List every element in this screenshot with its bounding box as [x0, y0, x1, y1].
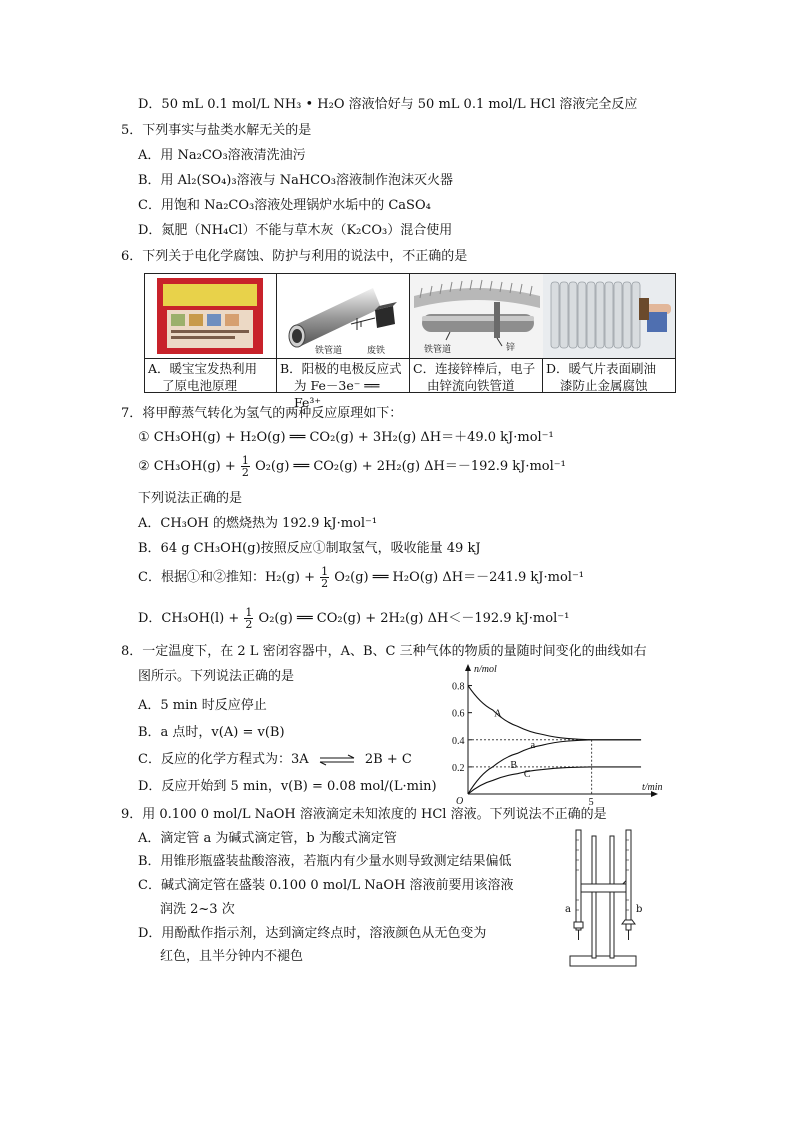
q6-figure-table	[144, 273, 676, 410]
burette-stand-image	[552, 828, 652, 974]
series-label-C: C	[523, 768, 531, 780]
q8-option-a: A．5 min 时反应停止	[138, 698, 267, 713]
q6-stem: 6．下列关于电化学腐蚀、防护与利用的说法中，不正确的是	[121, 249, 468, 264]
q9-option-c-line2: 润洗 2~3 次	[160, 902, 235, 917]
q6-caption-c: C．连接锌棒后，电子 由锌流向铁管道	[410, 358, 542, 395]
q8-chart	[450, 660, 665, 810]
q5-option-c: C．用饱和 Na₂CO₃溶液处理锅炉水垢中的 CaSO₄	[138, 198, 431, 213]
q7-reaction-2: ② CH₃OH(g) + $\frac{1}{2}$ O₂(g) ══ CO₂(g) + 2H₂(g) ΔH＝－192.9 kJ·mol⁻¹	[138, 454, 566, 479]
radiator-painting-image	[543, 274, 675, 358]
q7-stem: 7．将甲醇蒸气转化为氢气的两种反应原理如下：	[121, 406, 403, 421]
q8-stem-line2: 图所示。下列说法正确的是	[138, 669, 295, 684]
fraction-half: $\frac{1}{2}$	[245, 606, 253, 631]
zinc-rod-pipe-image	[410, 274, 542, 358]
q8-option-c: C．反应的化学方程式为：3A 2B + C	[138, 752, 412, 767]
q5-option-d: D．氮肥（NH₄Cl）不能与草木灰（K₂CO₃）混合使用	[138, 223, 453, 238]
q5-option-a: A．用 Na₂CO₃溶液清洗油污	[138, 148, 306, 163]
q8-option-b: B．a 点时，v(A) = v(B)	[138, 725, 285, 740]
q6-caption-b: B．阳极的电极反应式 为 Fe－3e⁻ ══ Fe³⁺	[277, 358, 409, 412]
x-axis-label: t/min	[642, 782, 663, 793]
y-tick-label-0.8: 0.8	[452, 681, 465, 693]
label-iron-pipe-c: 铁管道	[424, 345, 452, 355]
hand-warmer-image	[145, 274, 276, 358]
y-tick-label-0.2: 0.2	[452, 762, 465, 774]
q9-option-d-line2: 红色，且半分钟内不褪色	[160, 949, 304, 964]
point-label-a: a	[530, 739, 536, 751]
fraction-half: $\frac{1}{2}$	[321, 565, 329, 590]
chart-svg	[450, 660, 665, 810]
fraction-half: $\frac{1}{2}$	[241, 454, 249, 479]
y-tick-label-0.6: 0.6	[452, 708, 465, 720]
q4-option-d: D．50 mL 0.1 mol/L NH₃ • H₂O 溶液恰好与 50 mL 0.1 mol/L HCl 溶液完全反应	[138, 97, 638, 112]
label-burette-a: a	[565, 904, 571, 915]
y-axis-arrow	[465, 664, 471, 671]
q6-cell-b	[277, 274, 410, 410]
q6-caption-d: D．暖气片表面刷油 漆防止金属腐蚀	[543, 358, 675, 395]
q9-option-b: B．用锥形瓶盛装盐酸溶液，若瓶内有少量水则导致测定结果偏低	[138, 854, 512, 869]
series-line-C	[468, 767, 641, 794]
label-iron-pipe: 铁管道	[315, 346, 343, 356]
q9-stem: 9．用 0.100 0 mol/L NaOH 溶液滴定未知浓度的 HCl 溶液。下列说法不正确的是	[121, 807, 607, 822]
q7-option-b: B．64 g CH₃OH(g)按照反应①制取氢气，吸收能量 49 kJ	[138, 541, 481, 556]
q7-option-d: D．CH₃OH(l) + $\frac{1}{2}$ O₂(g) ══ CO₂(g) + 2H₂(g) ΔH＜－192.9 kJ·mol⁻¹	[138, 606, 570, 631]
q8-stem-line1: 8．一定温度下，在 2 L 密闭容器中，A、B、C 三种气体的物质的量随时间变化的曲线如右	[121, 644, 647, 659]
origin-label: O	[456, 796, 464, 807]
q6-cell-a	[145, 274, 277, 392]
label-zinc: 锌	[506, 343, 516, 353]
equilibrium-arrow-icon	[317, 754, 357, 766]
q6-caption-a: A．暖宝宝发热利用 了原电池原理	[145, 358, 276, 395]
q9-option-a: A．滴定管 a 为碱式滴定管，b 为酸式滴定管	[138, 831, 397, 846]
q8-option-d: D．反应开始到 5 min，v(B) = 0.08 mol/(L·min)	[138, 779, 437, 794]
y-tick-label-0.4: 0.4	[452, 735, 465, 747]
q7-reaction-1: ① CH₃OH(g) + H₂O(g) ══ CO₂(g) + 3H₂(g) ΔH＝＋49.0 kJ·mol⁻¹	[138, 430, 554, 445]
series-label-B: B	[510, 760, 517, 772]
iron-pipe-anode-image	[277, 274, 409, 358]
q9-option-c-line1: C．碱式滴定管在盛装 0.100 0 mol/L NaOH 溶液前要用该溶液	[138, 878, 514, 893]
q9-option-d-line1: D．用酚酞作指示剂，达到滴定终点时，溶液颜色从无色变为	[138, 926, 487, 941]
label-scrap-iron: 废铁	[367, 346, 386, 356]
q7-option-c: C．根据①和②推知：H₂(g) + $\frac{1}{2}$ O₂(g) ══ H₂O(g) ΔH＝－241.9 kJ·mol⁻¹	[138, 565, 585, 590]
series-label-A: A	[494, 708, 502, 720]
label-burette-b: b	[636, 904, 643, 915]
q7-sub-stem: 下列说法正确的是	[138, 491, 243, 506]
x-tick-label-5: 5	[588, 797, 594, 808]
q6-cell-c	[410, 274, 543, 392]
y-axis-label: n/mol	[474, 664, 497, 675]
q7-option-a: A．CH₃OH 的燃烧热为 192.9 kJ·mol⁻¹	[138, 516, 378, 531]
q6-cell-d	[543, 274, 675, 392]
q5-stem: 5．下列事实与盐类水解无关的是	[121, 123, 312, 138]
q5-option-b: B．用 Al₂(SO₄)₃溶液与 NaHCO₃溶液制作泡沫灭火器	[138, 173, 453, 188]
